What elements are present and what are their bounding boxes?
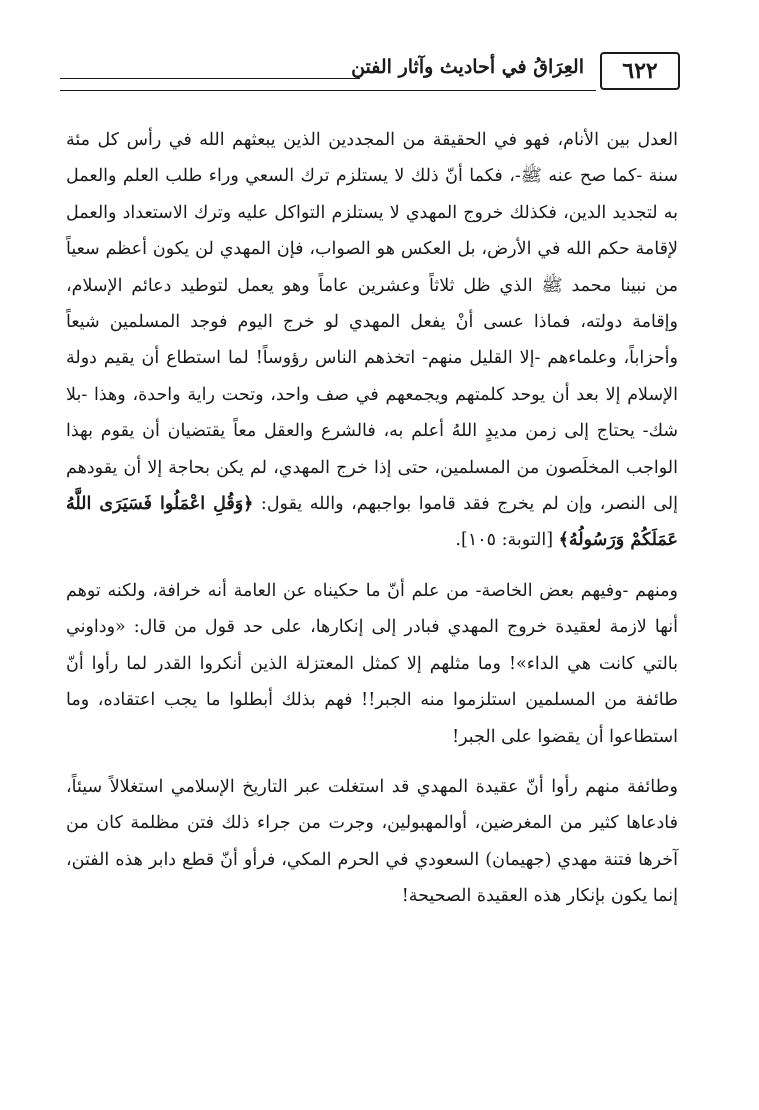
header-rule — [60, 78, 360, 79]
paragraph-1 — [66, 122, 678, 559]
verse-citation: [التوبة: ١٠٥]. — [455, 530, 554, 551]
paragraph-2 — [66, 573, 678, 755]
running-title: العِرَاقُ في أحاديث وآثار الفتن — [351, 56, 584, 78]
body-text — [66, 122, 678, 929]
page-header — [60, 52, 680, 94]
quran-verse: ﴿وَقُلِ اعْمَلُوا فَسَيَرَى اللَّهُ عَمَلَكُمْ وَرَسُولُهُ﴾ — [66, 494, 678, 551]
page-number: ٦٢٢ — [600, 52, 680, 90]
paragraph-3-text: وطائفة منهم رأوا أنّ عقيدة المهدي قد استغلت عبر التاريخ الإسلامي استغلالاً سيئاً، فادعاها كثير من المغرضين، أوالمهبولين، وجرت من جراء ذلك فتن مظلمة كان من آخرها فتنة مهدي (جهيمان) السعودي في الحرم المكي، فرأو أنّ قطع دابر هذه الفتن، إنما يكون بإنكار هذه العقيدة الصحيحة! — [66, 776, 678, 907]
paragraph-2-text: ومنهم -وفيهم بعض الخاصة- من علم أنّ ما حكيناه عن العامة أنه خرافة، ولكنه توهم أنها لازمة لعقيدة خروج المهدي فبادر إلى إنكارها، على حد قول من قال: «وداوني بالتي كانت هي الداء»! وما مثلهم إلا كمثل المعتزلة الذين أنكروا القدر لما رأوا أنّ طائفة من المسلمين استلزموا منه الجبر!! فهم بذلك أبطلوا ما يجب اعتقاده، وما استطاعوا أن يقضوا على الجبر! — [66, 580, 678, 747]
header-underline — [60, 90, 596, 91]
paragraph-1-text: العدل بين الأنام، فهو في الحقيقة من المجددين الذين يبعثهم الله في رأس كل مئة سنة -كما صح عنه ﷺ-، فكما أنّ ذلك لا يستلزم ترك السعي وراء طلب العلم والعمل به لتجديد الدين، فكذلك خروج المهدي لا يستلزم التواكل عليه وترك الاستعداد والعمل لإقامة حكم الله في الأرض، بل العكس هو الصواب، فإن المهدي لن يكون أعظم سعياً من نبينا محمد ﷺ الذي ظل ثلاثاً وعشرين عاماً وهو يعمل لتوطيد دعائم الإسلام، وإقامة دولته، فماذا عسى أنْ يفعل المهدي لو خرج اليوم فوجد المسلمين شيعاً وأحزاباً، وعلماءهم -إلا القليل منهم- اتخذهم الناس رؤوساً! لما استطاع أن يقيم دولة الإسلام إلا بعد أن يوحد كلمتهم ويجمعهم في صف واحد، وتحت راية واحدة، وهذا -بلا شك- يحتاج إلى زمن مديدٍ اللهُ أعلم به، فالشرع والعقل معاً يقتضيان أن يقوم بهذا الواجب المخلَصون من المسلمين، حتى إذا خرج المهدي، لم يكن بحاجة إلا أن يقودهم إلى النصر، وإن لم يخرج فقد قاموا بواجبهم، والله يقول: — [66, 130, 678, 515]
paragraph-3 — [66, 769, 678, 915]
